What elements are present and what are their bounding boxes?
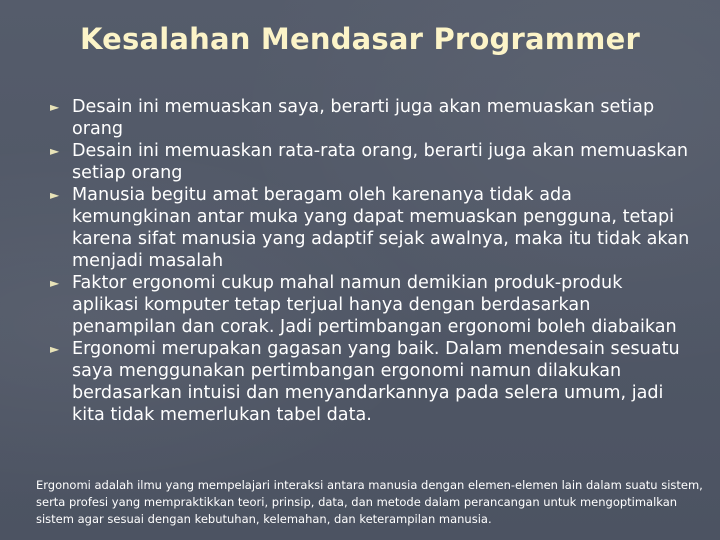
bullet-text-3: Manusia begitu amat beragam oleh karenanya tidak ada kemungkinan antar muka yang dapat memuaskan pengguna, tetapi karena sifat manusia yang adaptif sejak awalnya, maka itu tidak akan menjadi masalah <box>72 185 690 271</box>
bullet-text-1: Desain ini memuaskan saya, berarti juga akan memuaskan setiap orang <box>72 97 655 139</box>
triangle-right-icon: ► <box>50 342 60 356</box>
bullet-item-2 <box>50 140 690 184</box>
bullet-item-4 <box>50 272 690 338</box>
bullet-item-1 <box>50 96 690 140</box>
triangle-right-icon: ► <box>50 276 60 290</box>
triangle-right-icon: ► <box>50 188 60 202</box>
bullet-text-5: Ergonomi merupakan gagasan yang baik. Dalam mendesain sesuatu saya menggunakan pertimbangan ergonomi namun dilakukan berdasarkan intuisi dan menyandarkannya pada selera umum, jadi kita tidak memerlukan tabel data. <box>72 339 680 425</box>
bullet-text-2: Desain ini memuaskan rata-rata orang, berarti juga akan memuaskan setiap orang <box>72 141 689 183</box>
triangle-right-icon: ► <box>50 100 60 114</box>
bullet-list <box>50 96 690 426</box>
slide-title: Kesalahan Mendasar Programmer <box>80 22 640 56</box>
bullet-item-5 <box>50 338 690 426</box>
triangle-right-icon: ► <box>50 144 60 158</box>
bullet-item-3 <box>50 184 690 272</box>
footnote: Ergonomi adalah ilmu yang mempelajari interaksi antara manusia dengan elemen-elemen lain dalam suatu sistem, serta profesi yang mempraktikkan teori, prinsip, data, dan metode dalam perancangan untuk mengoptimalkan sistem agar sesuai dengan kebutuhan, kelemahan, dan keterampilan manusia. <box>36 478 703 526</box>
bullet-text-4: Faktor ergonomi cukup mahal namun demikian produk-produk aplikasi komputer tetap terjual hanya dengan berdasarkan penampilan dan corak. Jadi pertimbangan ergonomi boleh diabaikan <box>72 273 677 337</box>
